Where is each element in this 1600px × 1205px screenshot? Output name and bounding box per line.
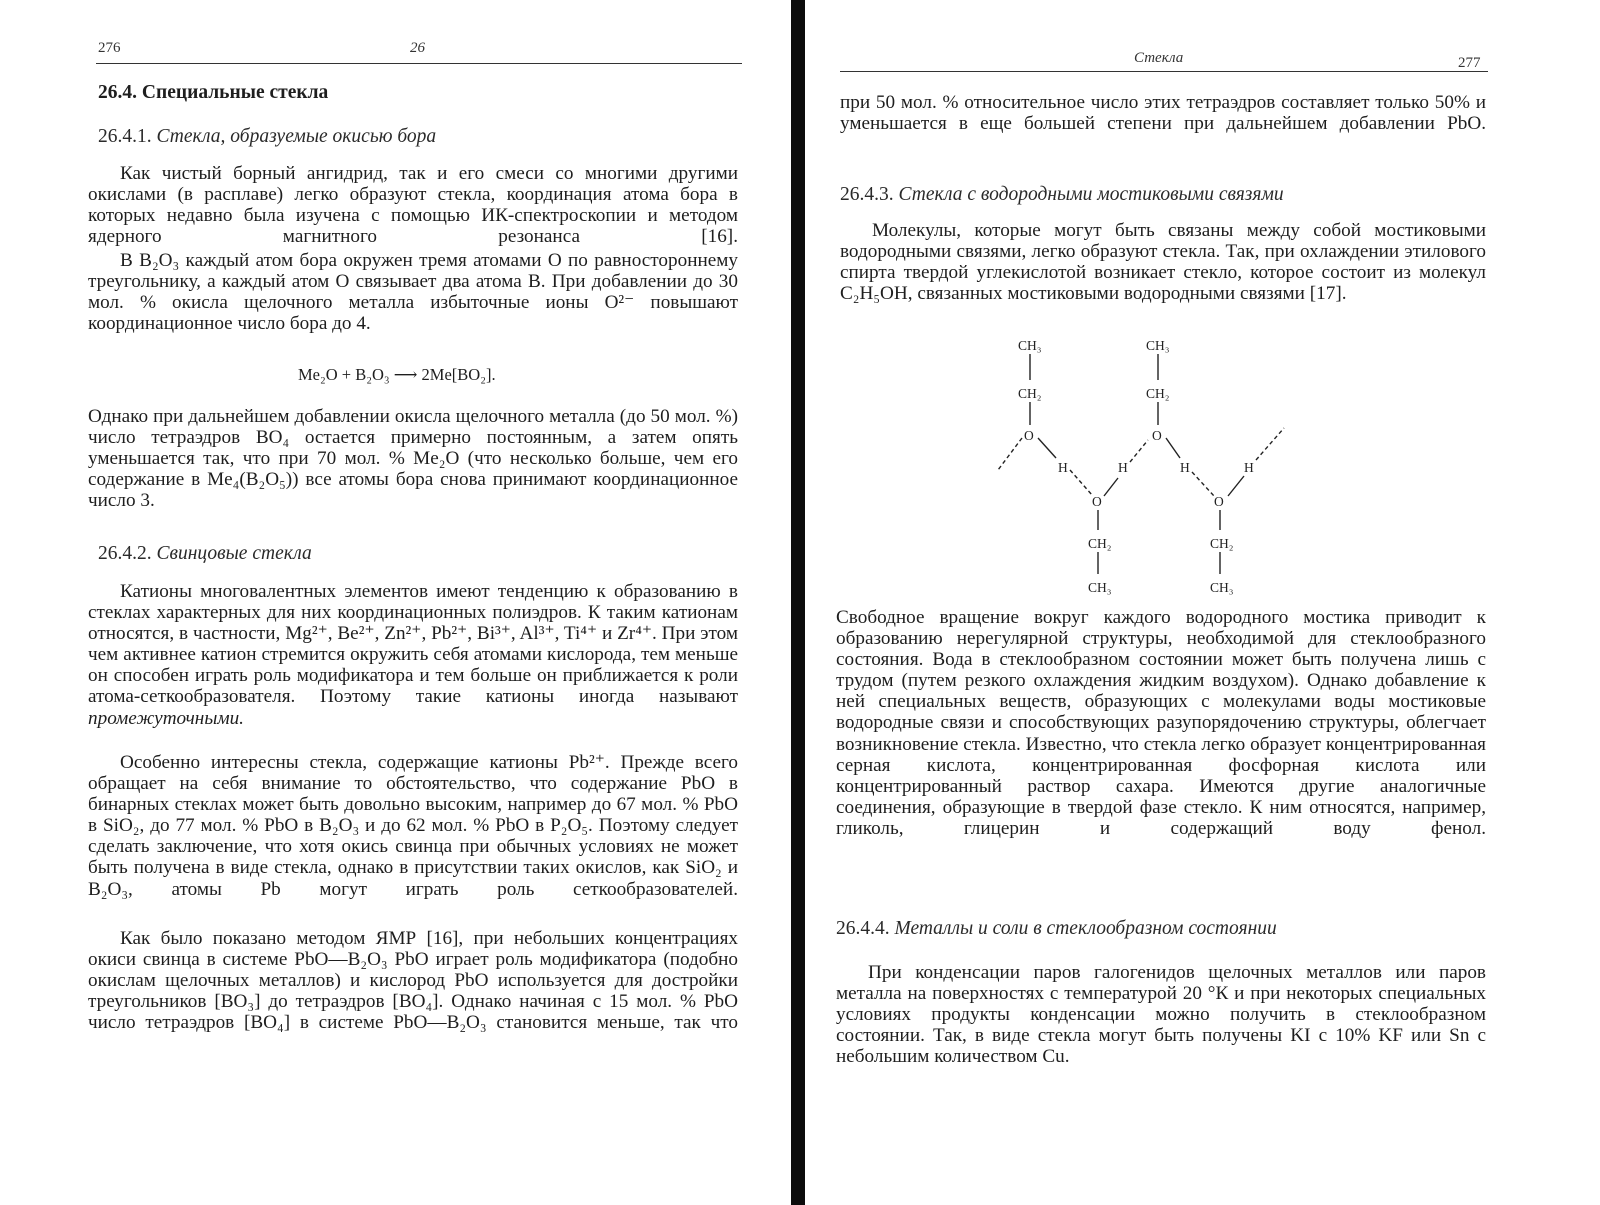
paragraph: Как чистый борный ангидрид, так и его смеси со многими другими окислами (в расплаве) легко образуют стекла, координация атома бора в которых недавно была изучена с помощью ИК-спектроскопии и методом ядерного магнитного резонанса [16]. [88,163,738,248]
italic-term: промежуточными. [88,707,244,729]
hydrogen-bond [1256,428,1284,460]
paragraph: Как было показано методом ЯМР [16], при небольших концентрациях окиси свинца в системе PbO—B₂O₃ PbO играет роль модификатора (подобно окислам щелочных металлов) и кислород PbO используется для достройки треугольников [BO₃] до тетраэдров [BO₄]. Однако начиная с 15 мол. % PbO число тетраэдров [BO₄] в системе PbO—B₂O₃ становится меньше, так что [88,928,738,1034]
subsection-text: Металлы и соли в стеклообразном состоянии [894,918,1277,939]
subsection-text: Стекла, образуемые окисью бора [156,126,437,147]
subsection-text: Свинцовые стекла [156,543,312,564]
hydrogen-label: H [1118,460,1128,475]
paragraph: Свободное вращение вокруг каждого водородного мостика приводит к образованию нерегулярной структуры, необходимой для стеклообразного состояния. Вода в стеклообразном состоянии может быть получена лишь с трудом (путем резкого охлаждения жидким воздухом). Однако добавление к ней специальных веществ, образующих с молекулами воды мостиковые водородные связи и способствующих разупорядочению структуры, облегчает возникновение стекла. Известно, что стекла легко образует концентрированная серная кислота, концентрированная фосфорная кислота или концентрированный раствор сахара. Имеются другие аналогичные соединения, образующие в твердой фазе стекло. К ним относятся, например, гликоль, глицерин и содержащий воду фенол. [836,607,1486,839]
header-rule-right [840,71,1488,72]
oxygen-label: O [1024,428,1034,443]
subsection-text: Стекла с водородными мостиковыми связями [898,184,1284,205]
hydrogen-bond [1192,472,1214,496]
subsection-title-2 [98,543,312,565]
subsection-number: 26.4.3. [840,184,894,205]
page-number-right: 277 [1458,55,1481,71]
ch2-label: CH₂ [1088,536,1112,551]
ethanol-hydrogen-bond-diagram [988,330,1308,600]
left-page [0,0,790,1205]
subsection-number: 26.4.4. [836,918,890,939]
paragraph: Однако при дальнейшем добавлении окисла щелочного металла (до 50 мол. %) число тетраэдров BO₄ остается примерно постоянным, а затем опять уменьшается так, что при 70 мол. % Me₂O (что несколько больше, чем его содержание в Me₄(B₂O₅)) все атомы бора снова принимают координационное число 3. [88,406,738,512]
bond [1166,438,1180,458]
subsection-title-1 [98,126,436,148]
book-spine [791,0,805,1205]
ch3-label: CH₃ [1018,338,1042,353]
ch2-label: CH₂ [1146,386,1170,401]
subsection-number: 26.4.2. [98,543,152,564]
paragraph: Молекулы, которые могут быть связаны между собой мостиковыми водородными связями, легко образуют стекла. Так, при охлаждении этилового спирта твердой углекислотой возникает стекло, которое состоит из молекул C₂H₅OH, связанных мостиковыми водородными связями [17]. [840,220,1486,305]
right-page [808,0,1600,1205]
paragraph [88,581,738,729]
running-head: Стекла [1134,50,1184,66]
paragraph: Особенно интересны стекла, содержащие катионы Pb²⁺. Прежде всего обращает на себя внимание то обстоятельство, что содержание PbO в бинарных стеклах может быть довольно высоким, например до 67 мол. % PbO в SiO₂, до 77 мол. % PbO в B₂O₃ и до 62 мол. % PbO в P₂O₅. Поэтому следует сделать заключение, что хотя окись свинца при обычных условиях не может быть получена в виде стекла, однако в присутствии таких окислов, как SiO₂ и B₂O₃, атомы Pb могут играть роль сеткообразователей. [88,752,738,900]
hydrogen-bond [998,438,1022,470]
ch2-label: CH₂ [1210,536,1234,551]
oxygen-label: O [1092,494,1102,509]
hydrogen-bond [1130,440,1148,462]
paragraph: В B₂O₃ каждый атом бора окружен тремя атомами O по равностороннему треугольнику, а каждый атом O связывает два атома B. При добавлении до 30 мол. % окисла щелочного металла избыточные ионы O²⁻ повышают координационное число бора до 4. [88,250,738,335]
hydrogen-label: H [1180,460,1190,475]
oxygen-label: O [1152,428,1162,443]
bond [1228,476,1244,496]
ch3-label: CH₃ [1146,338,1170,353]
chapter-number: 26 [410,40,425,56]
page-number-left: 276 [98,40,121,56]
ch3-label: CH₃ [1088,580,1112,595]
hydrogen-label: H [1058,460,1068,475]
oxygen-label: O [1214,494,1224,509]
ch3-label: CH₃ [1210,580,1234,595]
header-rule-left [96,63,742,64]
section-title: 26.4. Специальные стекла [98,82,329,103]
subsection-number: 26.4.1. [98,126,152,147]
subsection-title-3 [840,184,1284,206]
paragraph: При конденсации паров галогенидов щелочных металлов или паров металла на поверхностях с температурой 20 °К и при некоторых специальных условиях продукты конденсации можно получить в стеклообразном состоянии. Так, в виде стекла могут быть получены KI с 10% KF или Sn с небольшим количеством Cu. [836,962,1486,1068]
bond [1104,478,1118,496]
ch2-label: CH₂ [1018,386,1042,401]
paragraph-text: Катионы многовалентных элементов имеют тенденцию к образованию в стеклах характерных для них координационных полиэдров. К таким катионам относятся, в частности, Mg²⁺, Be²⁺, Zn²⁺, Pb²⁺, Bi³⁺, Al³⁺, Ti⁴⁺ и Zr⁴⁺. При этом чем активнее катион стремится окружить себя атомами кислорода, тем меньше он способен играть роль модификатора и тем больше он приближается к роли атома-сеткообразователя. Поэтому такие катионы иногда называют [88,581,738,708]
bond [1038,438,1056,458]
subsection-title-4 [836,918,1277,940]
paragraph: при 50 мол. % относительное число этих тетраэдров составляет только 50% и уменьшается в еще большей степени при дальнейшем добавлении PbO. [840,92,1486,135]
hydrogen-bond [1070,470,1092,495]
hydrogen-label: H [1244,460,1254,475]
reaction-formula: Me₂O + B₂O₃ ⟶ 2Me[BO₂]. [298,365,496,384]
